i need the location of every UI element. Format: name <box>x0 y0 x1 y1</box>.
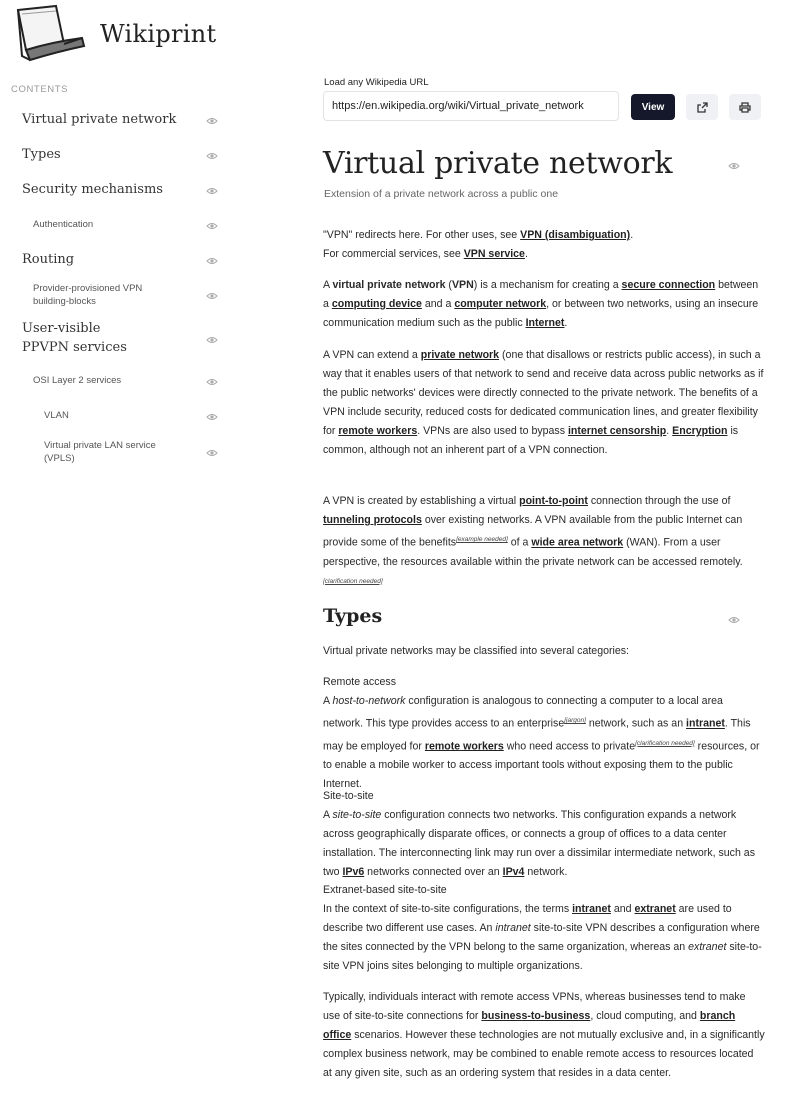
text: is common, although not an inherent part of a VPN connection. <box>323 425 739 456</box>
link-business-to-business[interactable]: business-to-business <box>481 1010 591 1022</box>
citation-needed[interactable]: [example needed] <box>456 536 508 543</box>
paragraph-intro <box>323 276 765 333</box>
text: connection through the use of <box>587 495 731 507</box>
eye-icon[interactable] <box>728 616 740 624</box>
text: ( <box>445 279 452 291</box>
text: and a <box>421 298 455 310</box>
link-tunneling-protocols[interactable]: tunneling protocols <box>323 514 422 526</box>
italic-term: site-to-site <box>332 809 382 821</box>
hatnote <box>323 226 765 264</box>
article-subtitle: Extension of a private network across a public one <box>324 188 559 200</box>
text: configuration is analogous to connecting a computer to a local area network. This type provides access to an enterprise <box>323 695 723 730</box>
text: site-to-site VPN joins sites belonging to multiple organizations. <box>323 941 762 972</box>
text: , or between two networks, using an insecure communication medium such as the public <box>323 298 759 329</box>
toc-item-label: Virtual private LAN service (VPLS) <box>44 440 156 464</box>
text: network, such as an <box>585 717 687 730</box>
link-private-network[interactable]: private network <box>420 349 500 361</box>
text: "VPN" redirects here. For other uses, see <box>323 229 521 241</box>
bold-term: VPN <box>451 279 474 291</box>
toc-item-authentication[interactable] <box>0 219 232 232</box>
italic-term: host-to-network <box>332 695 406 707</box>
eye-icon[interactable] <box>206 378 218 386</box>
text: A <box>323 809 333 821</box>
text: who need access to private <box>503 740 636 753</box>
text: networks connected over an <box>364 866 503 878</box>
toc-item-provider-provisioned-vpn[interactable] <box>0 283 232 309</box>
text: A VPN can extend a <box>323 349 421 361</box>
url-input[interactable] <box>323 91 619 121</box>
app-name: Wikiprint <box>100 20 217 48</box>
toc-item-label: Provider-provisioned VPN building-blocks <box>33 283 143 307</box>
toc-item-label: Types <box>22 147 61 162</box>
link-ipv6[interactable]: IPv6 <box>342 866 365 878</box>
toc-item-label: Virtual private network <box>22 112 177 127</box>
toc-item-vlan[interactable] <box>0 410 232 423</box>
term-site-to-site: Site-to-site <box>323 790 374 802</box>
eye-icon[interactable] <box>206 449 218 457</box>
link-ipv4[interactable]: IPv4 <box>502 866 525 878</box>
term-remote-access: Remote access <box>323 676 397 688</box>
text: . This may be employed for <box>323 717 751 753</box>
paragraph-extend <box>323 346 765 460</box>
text: , cloud computing, and <box>590 1010 700 1022</box>
text: resources, or to enable a mobile worker to access important tools without exposing them to the public Internet. <box>323 740 760 791</box>
eye-icon[interactable] <box>206 222 218 230</box>
paragraph-typically <box>323 988 765 1083</box>
definition-remote-access <box>323 692 765 794</box>
text: scenarios. However these technologies are not mutually exclusive and, in a significantly complex business network, may be combined to enable remote access to resources located at any given site, such as an ordering system that resides in a data center. <box>323 1029 765 1079</box>
eye-icon[interactable] <box>206 187 218 195</box>
text: (one that disallows or restricts public access), in such a way that it enables users of that network to send and receive data across public networks as if the public networks' devices were directly connected to the private network. The benefits of a VPN include security, reduced costs for dedicated communication lines, and greater flexibility for <box>323 349 764 437</box>
url-label: Load any Wikipedia URL <box>324 77 429 88</box>
types-intro: Virtual private networks may be classified into several categories: <box>323 645 629 657</box>
citation-jargon[interactable]: [jargon] <box>564 717 586 724</box>
italic-term: intranet <box>495 922 531 934</box>
text: Typically, individuals interact with remote access VPNs, whereas businesses tend to make use of site-to-site connections for <box>323 991 746 1022</box>
text: (WAN). From a user perspective, the resources available within the private network can be accessed remotely. <box>323 536 743 568</box>
toc-item-label: VLAN <box>44 410 69 421</box>
term-extranet: Extranet-based site-to-site <box>323 884 447 896</box>
text: between a <box>323 279 759 310</box>
eye-icon[interactable] <box>206 152 218 160</box>
italic-term: extranet <box>688 941 727 953</box>
definition-site-to-site <box>323 806 765 882</box>
link-remote-workers[interactable]: remote workers <box>338 425 418 437</box>
link-wide-area-network[interactable]: wide area network <box>531 536 624 549</box>
toc-item-types[interactable] <box>0 146 232 164</box>
link-branch-office[interactable]: branch office <box>323 1010 736 1041</box>
eye-icon[interactable] <box>206 336 218 344</box>
print-button[interactable] <box>729 94 761 120</box>
link-intranet[interactable]: intranet <box>686 717 725 730</box>
link-encryption[interactable]: Encryption <box>672 425 728 437</box>
eye-icon[interactable] <box>206 257 218 265</box>
toc-item-user-visible-ppvpn[interactable] <box>0 320 232 358</box>
bold-term: virtual private network <box>332 279 446 291</box>
citation-needed[interactable]: [clarification needed] <box>323 577 383 585</box>
link-vpn-disambiguation[interactable]: VPN (disambiguation) <box>520 229 631 241</box>
text: . <box>666 425 673 437</box>
link-internet-censorship[interactable]: internet censorship <box>567 425 667 437</box>
text: ) is a mechanism for creating a <box>473 279 622 291</box>
toc-item-vpls[interactable] <box>0 440 232 466</box>
toc-item-label: OSI Layer 2 services <box>33 375 122 386</box>
citation-needed[interactable]: [clarification needed] <box>635 739 695 747</box>
toc-item-label: Routing <box>22 252 75 267</box>
link-vpn-service[interactable]: VPN service <box>463 248 525 260</box>
text: configuration connects two networks. This configuration expands a network across geographically disparate offices, or connects a group of offices to a data center installation. The interconnecting link may run over a dissimilar intermediate network, such as two <box>323 809 755 878</box>
text: are used to describe two different use cases. An <box>323 903 732 934</box>
text: network. <box>524 866 568 878</box>
link-extranet[interactable]: extranet <box>634 903 676 915</box>
open-external-button[interactable] <box>686 94 718 120</box>
text: A <box>323 279 333 291</box>
printer-icon <box>739 102 751 113</box>
eye-icon[interactable] <box>206 117 218 125</box>
text: . <box>630 229 634 241</box>
eye-icon[interactable] <box>728 162 740 170</box>
text: . <box>564 317 568 329</box>
definition-extranet <box>323 900 765 976</box>
text: site-to-site VPN describes a configuration where the sites connected by the VPN belong to the same organization, whereas an <box>323 922 760 953</box>
text: A VPN is created by establishing a virtual <box>323 495 520 507</box>
toc-item-osi-layer-2[interactable] <box>0 375 232 388</box>
eye-icon[interactable] <box>206 292 218 300</box>
book-logo-icon <box>12 4 92 66</box>
link-remote-workers[interactable]: remote workers <box>424 740 504 753</box>
toc-item-label: User-visible PPVPN services <box>22 321 127 355</box>
paragraph-created <box>323 492 765 594</box>
text: In the context of site-to-site configurations, the terms <box>323 903 573 915</box>
text: of a <box>507 536 532 549</box>
text: A <box>323 695 333 707</box>
link-secure-connection[interactable]: secure connection <box>621 279 716 291</box>
link-point-to-point[interactable]: point-to-point <box>519 495 588 507</box>
link-intranet[interactable]: intranet <box>572 903 611 915</box>
text: over existing networks. A VPN available from the public Internet can provide some of the benefits <box>323 514 743 549</box>
article-title: Virtual private network <box>323 146 673 181</box>
external-link-icon <box>697 102 708 113</box>
toc-item-security-mechanisms[interactable] <box>0 181 232 199</box>
text: . VPNs are also used to bypass <box>417 425 568 437</box>
link-computer-network[interactable]: computer network <box>454 298 547 310</box>
toc-item-label: Authentication <box>33 219 94 230</box>
toc-item-label: Security mechanisms <box>22 182 163 197</box>
app-logo[interactable] <box>12 4 217 66</box>
link-internet[interactable]: Internet <box>525 317 565 329</box>
eye-icon[interactable] <box>206 413 218 421</box>
toc-item-routing[interactable] <box>0 251 232 269</box>
section-heading-types: Types <box>323 605 383 627</box>
link-computing-device[interactable]: computing device <box>331 298 422 310</box>
text: . <box>524 248 528 260</box>
toc-item-virtual-private-network[interactable] <box>0 111 232 129</box>
text: For commercial services, see <box>323 248 464 260</box>
contents-label: CONTENTS <box>11 84 69 95</box>
view-button[interactable]: View <box>631 94 675 120</box>
text: and <box>610 903 635 915</box>
